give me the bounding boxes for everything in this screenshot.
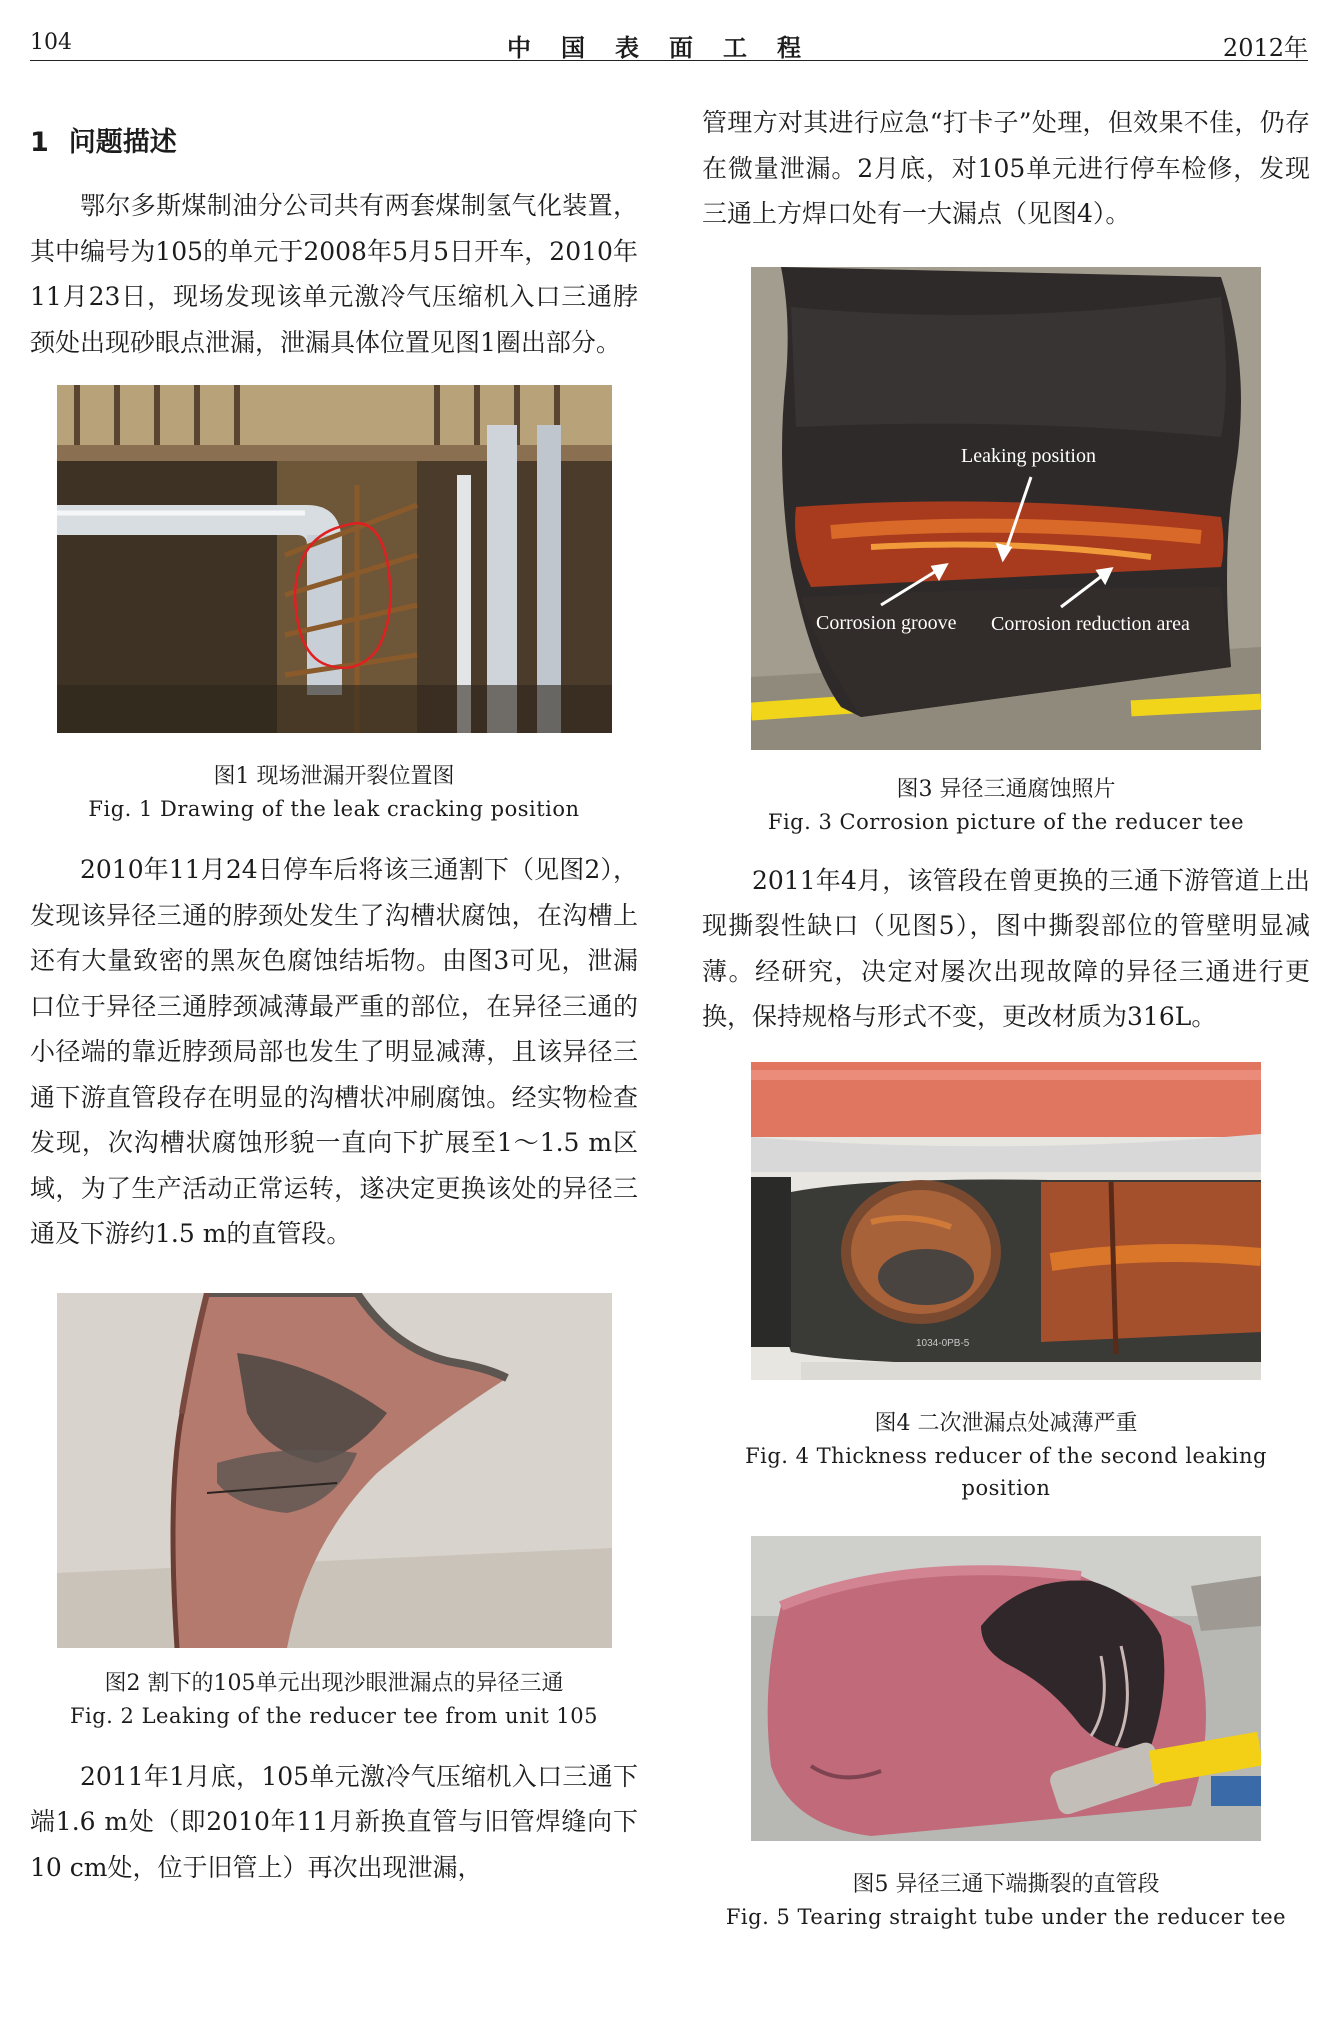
figure-3-label-groove: Corrosion groove (816, 611, 957, 634)
publication-year: 2012年 (1222, 34, 1308, 62)
figure-3-caption-cn: 图3 异径三通腐蚀照片 (896, 776, 1116, 802)
figure-4-stamp-text: 1034-0PB-5 (916, 1337, 970, 1349)
figure-3-photo (751, 267, 1261, 750)
figure-4-photo (751, 1062, 1261, 1380)
figure-3-caption-en: Fig. 3 Corrosion picture of the reducer tee (767, 809, 1245, 834)
paragraph-3-continued: 管理方对其进行应急“打卡子”处理，但效果不佳，仍存在微量泄漏。2月底，对105单元进行停车检修，发现三通上方焊口处有一大漏点（见图4）。 (702, 108, 1310, 228)
journal-name: 中国表面工程 (507, 33, 831, 62)
figure-3-label-reduction: Corrosion reduction area (991, 612, 1190, 635)
paragraph-4: 2011年4月，该管段在曾更换的三通下游管道上出现撕裂性缺口（见图5），图中撕裂部位的管壁明显减薄。经研究，决定对屡次出现故障的异径三通进行更换，保持规格与形式不变，更改材质为316L。 (702, 865, 1310, 1031)
figure-2-caption-cn: 图2 割下的105单元出现沙眼泄漏点的异径三通 (104, 1670, 564, 1696)
right-column (702, 100, 1310, 1933)
figure-1-photo (57, 385, 612, 733)
section-title: 问题描述 (68, 127, 177, 158)
figure-1-caption-cn: 图1 现场泄漏开裂位置图 (213, 764, 455, 789)
page-number: 104 (30, 30, 72, 55)
figure-4-caption-en: Fig. 4 Thickness reducer of the second leaking position (745, 1443, 1267, 1500)
figure-1-caption-en: Fig. 1 Drawing of the leak cracking position (88, 797, 580, 821)
section-heading (30, 120, 638, 159)
figure-5-caption-cn: 图5 异径三通下端撕裂的直管段 (852, 1871, 1160, 1897)
paragraph-2: 2010年11月24日停车后将该三通割下（见图2），发现该异径三通的脖颈处发生了沟槽状腐蚀，在沟槽上还有大量致密的黑灰色腐蚀结垢物。由图3可见，泄漏口位于异径三通脖颈减薄最严重的部位，在异径三通的小径端的靠近脖颈局部也发生了明显减薄，且该异径三通下游直管段存在明显的沟槽状冲刷腐蚀。经实物检查发现，次沟槽状腐蚀形貌一直向下扩展至1～1.5 m区域，为了生产活动正常运转，遂决定更换该处的异径三通及下游约1.5 m的直管段。 (30, 855, 638, 1248)
figure-5-photo (751, 1536, 1261, 1841)
figure-5-caption-en: Fig. 5 Tearing straight tube under the reducer tee (725, 1904, 1287, 1929)
paragraph-3: 2011年1月底，105单元激冷气压缩机入口三通下端1.6 m处（即2010年11月新换直管与旧管焊缝向下10 cm处，位于旧管上）再次出现泄漏， (30, 1761, 638, 1882)
section-number: 1 (30, 127, 49, 158)
paragraph-1: 鄂尔多斯煤制油分公司共有两套煤制氢气化装置，其中编号为105的单元于2008年5月5日开车，2010年11月23日，现场发现该单元激冷气压缩机入口三通脖颈处出现砂眼点泄漏，泄漏具体位置见图1圈出部分。 (30, 191, 638, 357)
figure-2-caption-en: Fig. 2 Leaking of the reducer tee from unit 105 (69, 1703, 599, 1728)
figure-2-photo (57, 1293, 612, 1648)
left-column (30, 120, 638, 1890)
figure-3-label-leaking: Leaking position (961, 444, 1096, 467)
running-header (30, 26, 1308, 61)
figure-4-caption-cn: 图4 二次泄漏点处减薄严重 (874, 1410, 1138, 1436)
